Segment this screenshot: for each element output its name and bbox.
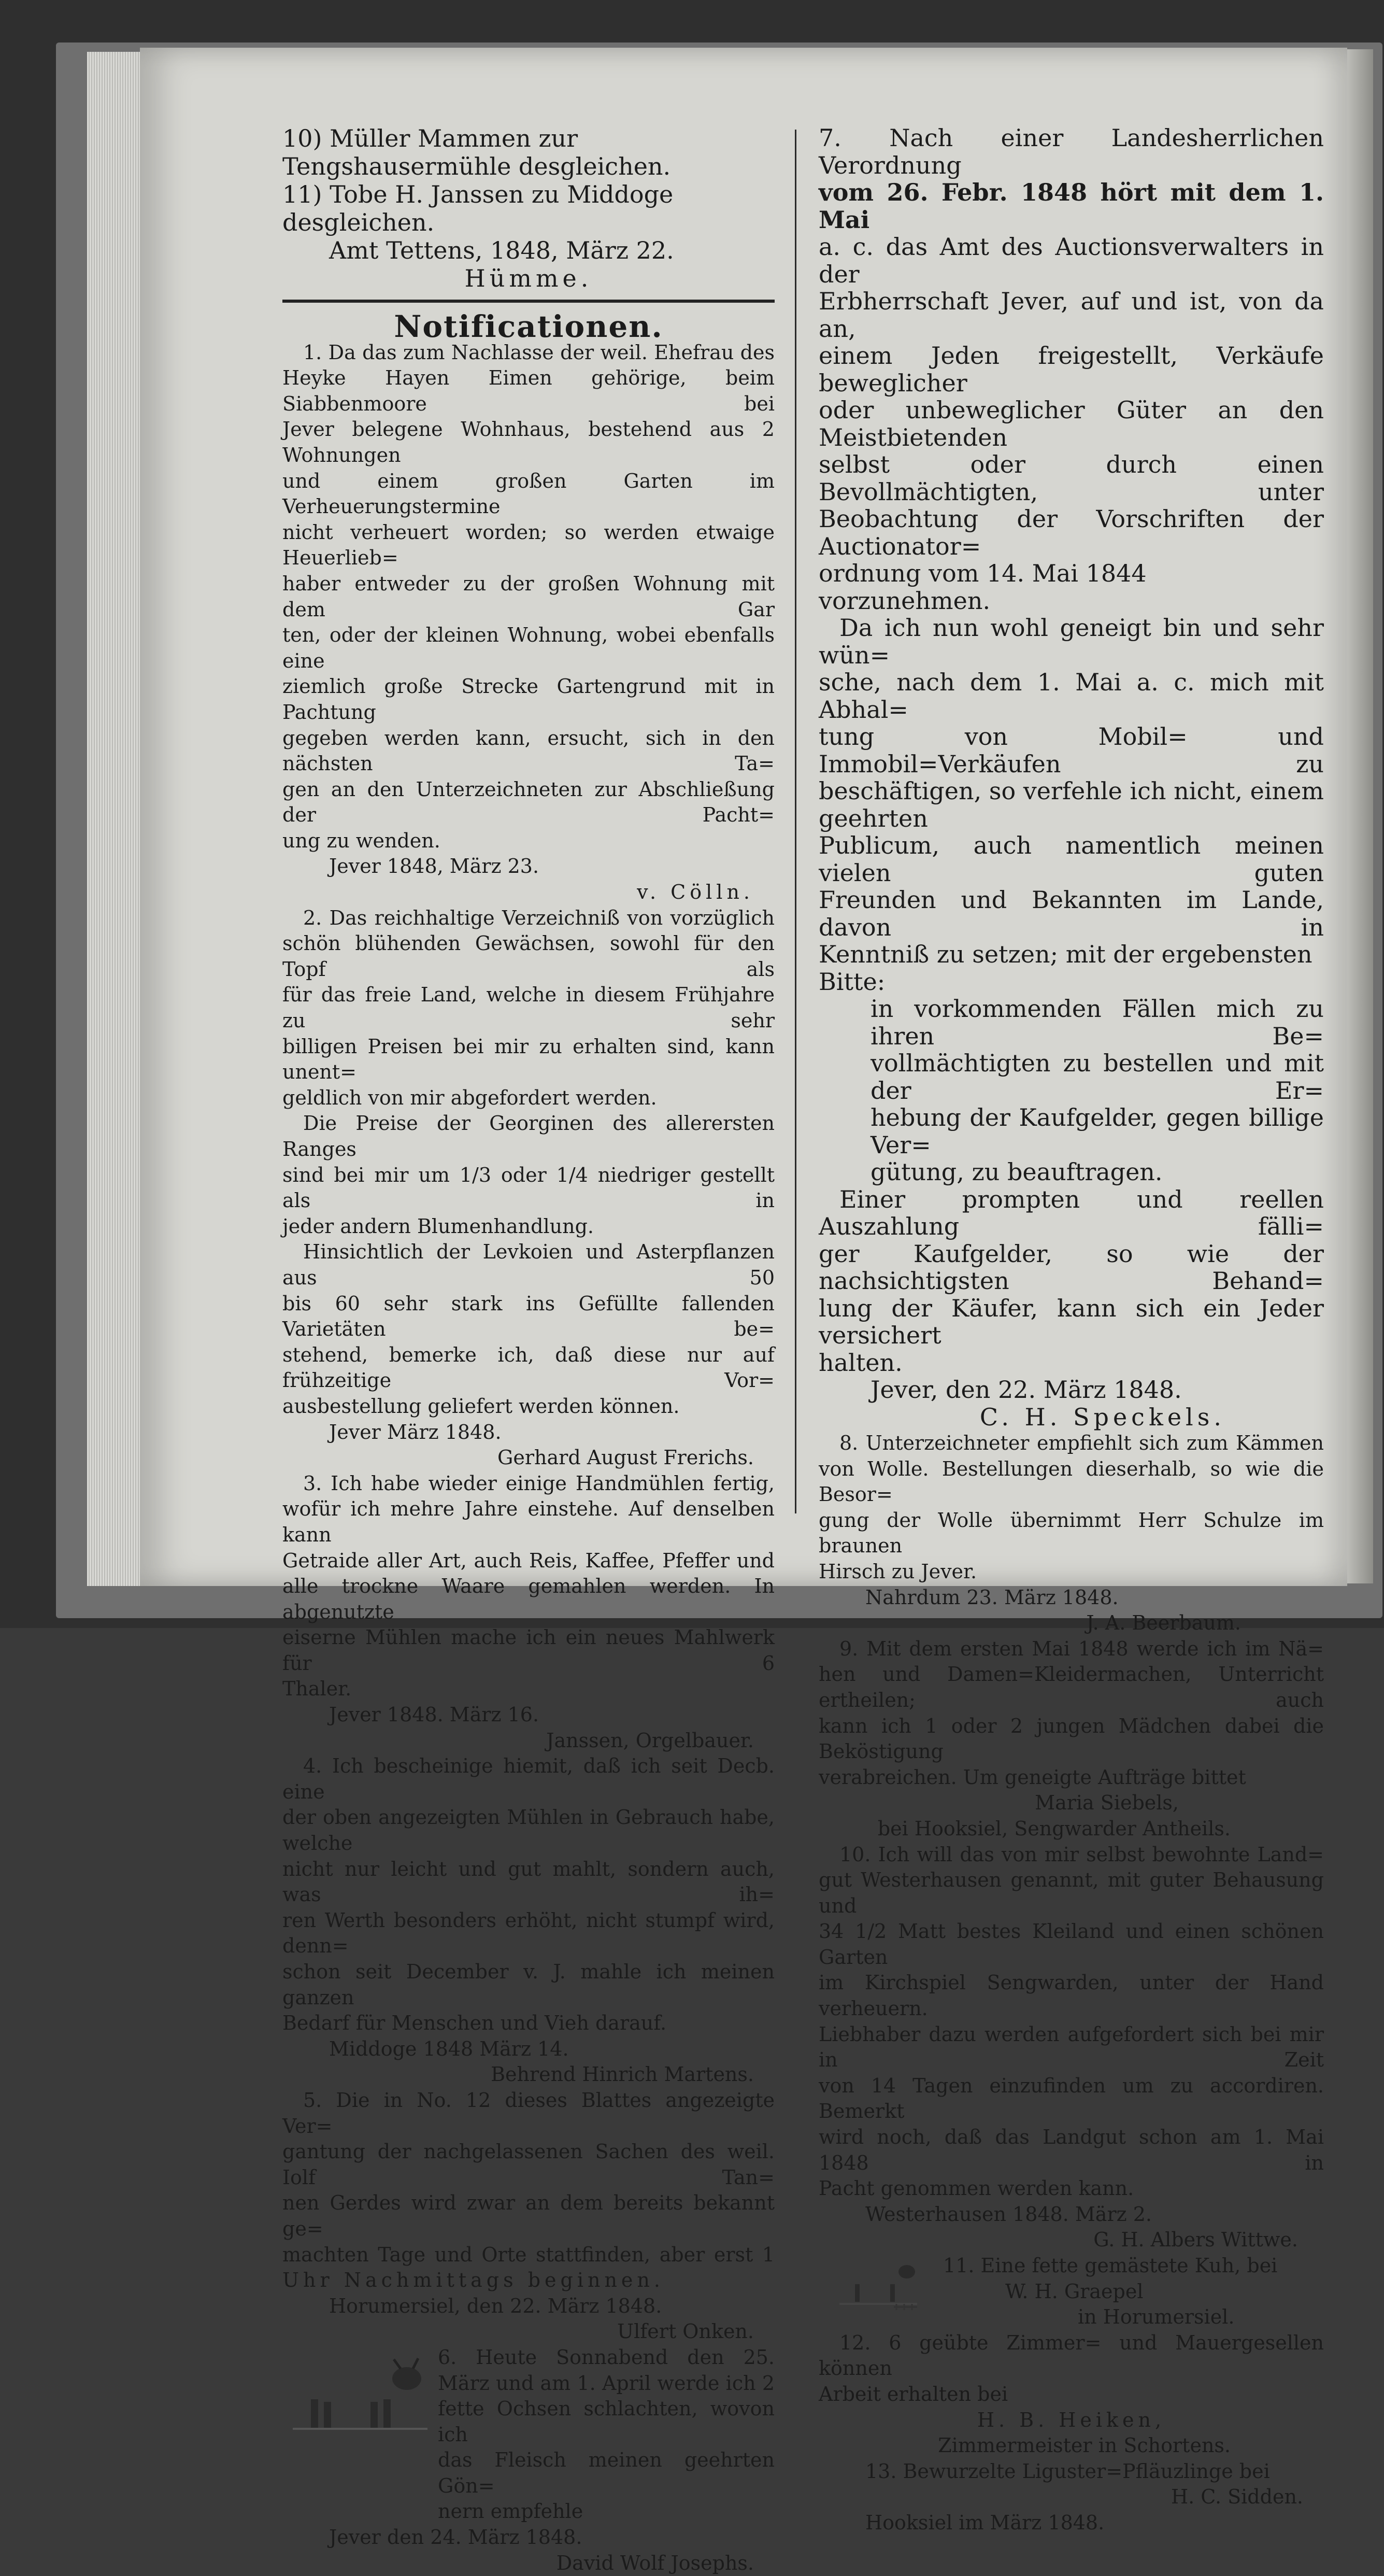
notice-place: Horumersiel, den 22. März 1848. (329, 2294, 662, 2317)
notice-11: 11. Eine fette gemästete Kuh, bei W. H. Graepel in Horumersiel. (819, 2253, 1324, 2330)
right-column (819, 124, 1324, 2536)
notice-2: 2. Das reichhaltige Verzeichniß von vorzüglich schön blühenden Gewächsen, sowohl für den Topf als für das freie Land, welche in diesem Frühjahre zu sehr billigen Preisen bei mir zu erhalten sind, kann unent= geldlich von mir abgefordert werden. Die Preise der Georginen des allerersten Ranges sind bei mir um 1/3 oder 1/4 niedriger gestellt als in jeder andern Blumenhandlung. Hinsichtlich der Levkoien und Asterpflanzen aus 50 bis 60 sehr stark ins Gefüllte fallenden Varietäten be= stehend, bemerke ich, daß diese nur auf frühzeitige Vor= ausbestellung geliefert werden können. Jever März 1848. Gerhard August Frerichs. (282, 905, 775, 1471)
notice-signature: G. H. Albers Wittwe. (1093, 2228, 1298, 2252)
notice-5: 5. Die in No. 12 dieses Blattes angezeigte Ver= gantung der nachgelassenen Sachen des weil. Iolf Tan= nen Gerdes wird zwar an dem bereits bekannt ge= machten Tage und Orte stattfinden, aber erst 1 Uhr Nachmittags beginnen. Horumersiel, den 22. März 1848. Ulfert Onken. (282, 2088, 775, 2345)
notice-place: Jever 1848. März 16. (329, 1703, 539, 1726)
section-heading: Notificationen. (394, 309, 663, 344)
notice-signature: v. Cölln. (637, 881, 754, 904)
page-right-edge (1347, 49, 1373, 1583)
left-column (282, 124, 775, 2576)
notice-7: 7. Nach einer Landesherrlichen Verordnung vom 26. Febr. 1848 hört mit dem 1. Mai a. c. das Amt des Auctionsverwalters in der Erbherrschaft Jever, auf und ist, von da an, einem Jeden freigestellt, Verkäufe beweglicher oder unbeweglicher Güter an den Meistbietenden selbst oder durch einen Bevollmächtigten, unter Beobachtung der Vorschriften der Auctionator= ordnung vom 14. Mai 1844 vorzunehmen. Da ich nun wohl geneigt bin und sehr wün= sche, nach dem 1. Mai a. c. mich mit Abhal= tung von Mobil= und Immobil=Verkäufen zu beschäftigen, so verfehle ich nicht, einem geehrten Publicum, auch namentlich meinen vielen guten Freunden und Bekannten im Lande, davon in Kenntniß zu setzen; mit der ergebensten Bitte: in vorkommenden Fällen mich zu ihren Be= vollmächtigten zu bestellen und mit der Er= hebung der Kaufgelder, gegen billige Ver= gütung, zu beauftragen. Einer prompten und reellen Auszahlung fälli= ger Kaufgelder, so wie der nachsichtigsten Behand= lung der Käufer, kann sich ein Jeder versichert halten. Jever, den 22. März 1848. C. H. Speckels. (819, 124, 1324, 1431)
cow-illustration (834, 2253, 922, 2315)
ox-illustration (282, 2350, 438, 2438)
notice-10: 10. Ich will das von mir selbst bewohnte Land= gut Westerhausen genannt, mit guter Behausung und 34 1/2 Matt bestes Kleiland und einen schönen Garten im Kirchspiel Sengwarden, unter der Hand verheuern. Liebhaber dazu werden aufgefordert sich bei mir in Zeit von 14 Tagen einzufinden um zu accordiren. Bemerkt wird noch, daß das Landgut schon am 1. Mai 1848 in Pacht genommen werden kann. Westerhausen 1848. März 2. G. H. Albers Wittwe. (819, 1842, 1324, 2254)
notice-signature: J. A. Beerbaum. (1086, 1611, 1241, 1635)
notice-place: Hooksiel im März 1848. (865, 2511, 1105, 2534)
notice-signature: H. B. Heiken, (977, 2408, 1166, 2431)
notice-place: Jever, den 22. März 1848. (871, 1376, 1182, 1404)
notice-6: 6. Heute Sonnabend den 25. März und am 1. April werde ich 2 fette Ochsen schlachten, wovon ich das Fleisch meinen geehrten Gön= nern empfehle Jever den 24. März 1848. David Wolf Josephs. (282, 2345, 775, 2576)
signature: Hümme. (464, 264, 593, 292)
notice-signature: H. C. Sidden. (1171, 2485, 1303, 2509)
notice-place: Westerhausen 1848. März 2. (865, 2202, 1152, 2226)
notice-place: Middoge 1848 März 14. (329, 2037, 569, 2060)
notice-12: 12. 6 geübte Zimmer= und Mauergesellen können Arbeit erhalten bei H. B. Heiken, Zimmermeister in Schortens. (819, 2330, 1324, 2459)
notice-3: 3. Ich habe wieder einige Handmühlen fertig, wofür ich mehre Jahre einstehe. Auf denselben kann Getraide aller Art, auch Reis, Kaffee, Pfeffer und alle trockne Waare gemahlen werden. In abgenutzte eiserne Mühlen mache ich ein neues Mahlwerk für 6 Thaler. Jever 1848. März 16. Janssen, Orgelbauer. (282, 1471, 775, 1754)
notice-9: 9. Mit dem ersten Mai 1848 werde ich im Nä= hen und Damen=Kleidermachen, Unterricht ertheilen; auch kann ich 1 oder 2 jungen Mädchen dabei die Beköstigung verabreichen. Um geneigte Aufträge bittet Maria Siebels, bei Hooksiel, Sengwarder Antheils. (819, 1636, 1324, 1842)
list-item: 11) Tobe H. Janssen zu Middoge desgleichen. (282, 180, 674, 236)
page-edges (87, 52, 144, 1586)
notice-place: Nahrdum 23. März 1848. (865, 1586, 1119, 1609)
notice-signature: Janssen, Orgelbauer. (546, 1729, 754, 1752)
notice-13: 13. Bewurzelte Liguster=Pfläuzlinge bei H. C. Sidden. Hooksiel im März 1848. (819, 2459, 1324, 2536)
notice-signature: Behrend Hinrich Martens. (491, 2063, 754, 2086)
notice-4: 4. Ich bescheinige hiemit, daß ich seit Decb. eine der oben angezeigten Mühlen in Gebrauch habe, welche nicht nur leicht und gut mahlt, sondern auch, was ih= ren Werth besonders erhöht, nicht stumpf wird, denn= schon seit December v. J. mahle ich meinen ganzen Bedarf für Menschen und Vieh darauf. Middoge 1848 März 14. Behrend Hinrich Martens. (282, 1753, 775, 2088)
notice-1: 1. Da das zum Nachlasse der weil. Ehefrau des Heyke Hayen Eimen gehörige, beim Siabbenmoore bei Jever belegene Wohnhaus, bestehend aus 2 Wohnungen und einem großen Garten im Verheuerungstermine nicht verheuert worden; so werden etwaige Heuerlieb= haber entweder zu der großen Wohnung mit dem Gar ten, oder der kleinen Wohnung, wobei ebenfalls eine ziemlich große Strecke Gartengrund mit in Pachtung gegeben werden kann, ersucht, sich in den nächsten Ta= gen an den Unterzeichneten zur Abschließung der Pacht= ung zu wenden. Jever 1848, März 23. v. Cölln. (282, 340, 775, 905)
notice-place: Jever März 1848. (329, 1420, 502, 1443)
notice-signature: Maria Siebels, (1035, 1791, 1179, 1815)
notice-signature: Gerhard August Frerichs. (497, 1446, 754, 1469)
notice-place: Jever den 24. März 1848. (329, 2526, 582, 2549)
notice-signature-title: Zimmermeister in Schortens. (938, 2434, 1231, 2457)
notice-signature: Ulfert Onken. (617, 2320, 754, 2343)
notice-place: Jever 1848, März 23. (329, 855, 539, 878)
list-item: 10) Müller Mammen zur Tengshausermühle desgleichen. (282, 124, 671, 180)
notice-8: 8. Unterzeichneter empfiehlt sich zum Kämmen von Wolle. Bestellungen dieserhalb, so wie die Besor= gung der Wolle übernimmt Herr Schulze im braunen Hirsch zu Jever. Nahrdum 23. März 1848. J. A. Beerbaum. (819, 1431, 1324, 1636)
notice-signature-location: bei Hooksiel, Sengwarder Antheils. (877, 1817, 1231, 1840)
notice-signature: C. H. Speckels. (979, 1403, 1225, 1431)
notice-signature: David Wolf Josephs. (556, 2551, 754, 2574)
column-divider (795, 130, 796, 1513)
amt-line: Amt Tettens, 1848, März 22. (329, 236, 674, 264)
section-rule (282, 300, 775, 303)
